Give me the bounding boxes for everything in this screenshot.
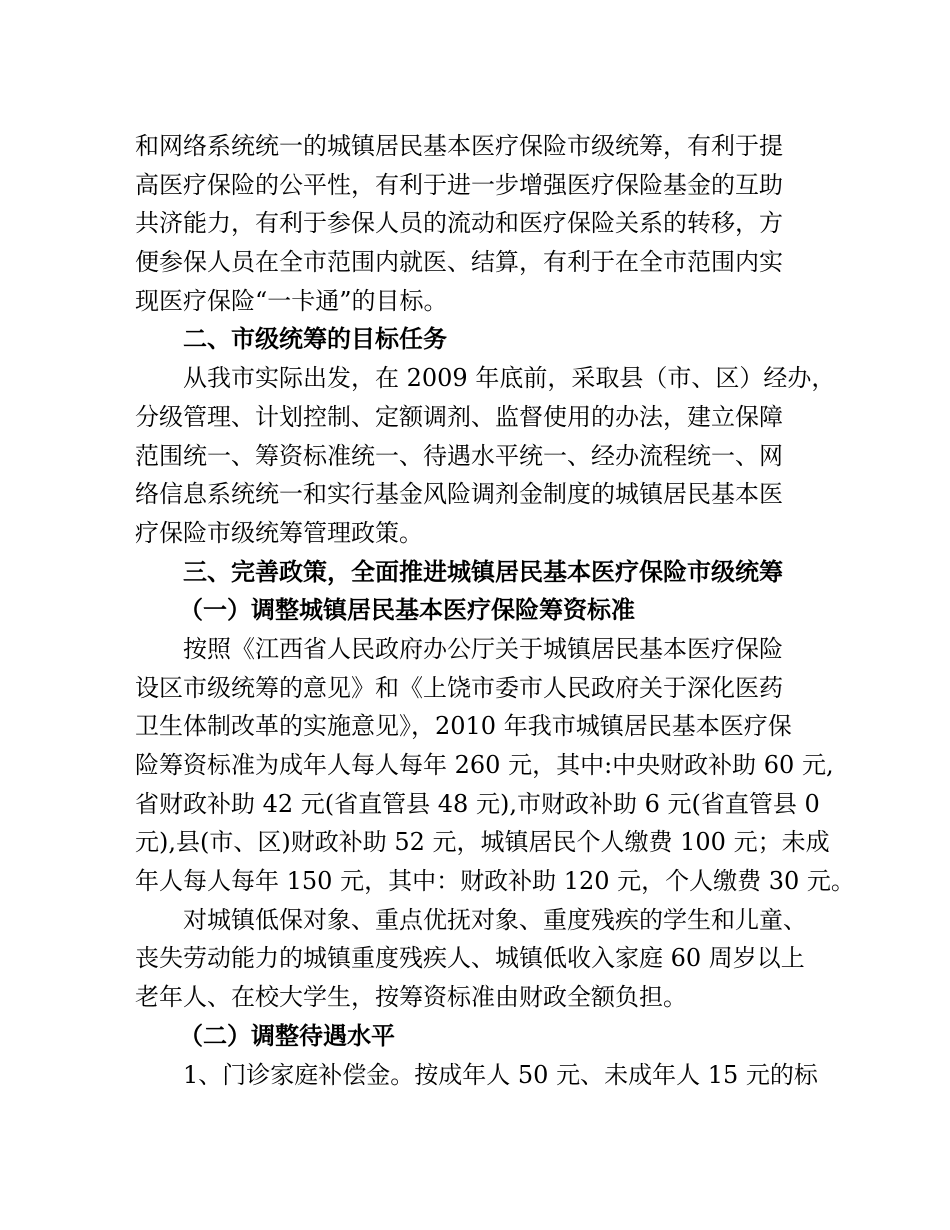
text-line: 设区市级统筹的意见》和《上饶市委市人民政府关于深化医药 (135, 673, 783, 702)
text-line: 卫生体制改革的实施意见》，2010 年我市城镇居民基本医疗保 (135, 712, 792, 741)
section-heading: 三、完善政策，全面推进城镇居民基本医疗保险市级统筹 (183, 557, 783, 586)
text-line: 便参保人员在全市范围内就医、结算，有利于在全市范围内实 (135, 248, 783, 277)
text-line: 范围统一、筹资标准统一、待遇水平统一、经办流程统一、网 (135, 441, 783, 470)
subsection-heading: （一）调整城镇居民基本医疗保险筹资标准 (179, 596, 635, 625)
text-line: 高医疗保险的公平性，有利于进一步增强医疗保险基金的互助 (135, 170, 783, 199)
text-line: 共济能力，有利于参保人员的流动和医疗保险关系的转移，方 (135, 209, 783, 238)
text-line: 省财政补助 42 元(省直管县 48 元),市财政补助 6 元(省直管县 0 (135, 789, 820, 818)
paragraph (135, 359, 836, 552)
subsection-heading: （二）调整待遇水平 (179, 1021, 395, 1050)
text-line: 疗保险市级统筹管理政策。 (135, 518, 423, 547)
text-line: 络信息系统统一和实行基金风险调剂金制度的城镇居民基本医 (135, 480, 783, 509)
text-line: 1、门诊家庭补偿金。按成年人 50 元、未成年人 15 元的标 (183, 1060, 818, 1089)
section-heading: 二、市级统筹的目标任务 (183, 325, 447, 354)
text-line: 从我市实际出发，在 2009 年底前，采取县（市、区）经办， (183, 364, 836, 393)
paragraph (135, 127, 825, 320)
paragraph (135, 1056, 825, 1095)
text-line: 现医疗保险“一卡通”的目标。 (135, 286, 448, 315)
text-line: 丧失劳动能力的城镇重度残疾人、城镇低收入家庭 60 周岁以上 (135, 944, 805, 973)
paragraph (135, 630, 855, 901)
text-line: 年人每人每年 150 元，其中：财政补助 120 元，个人缴费 30 元。 (135, 867, 855, 896)
document-body (135, 127, 855, 1094)
text-line: 对城镇低保对象、重点优抚对象、重度残疾的学生和儿童、 (183, 905, 807, 934)
paragraph (135, 901, 825, 1017)
text-line: 分级管理、计划控制、定额调剂、监督使用的办法，建立保障 (135, 402, 783, 431)
text-line: 和网络系统统一的城镇居民基本医疗保险市级统筹，有利于提 (135, 132, 783, 160)
text-line: 老年人、在校大学生，按筹资标准由财政全额负担。 (135, 983, 687, 1012)
text-line: 按照《江西省人民政府办公厅关于城镇居民基本医疗保险 (183, 634, 783, 663)
text-line: 元),县(市、区)财政补助 52 元，城镇居民个人缴费 100 元；未成 (135, 828, 830, 857)
text-line: 险筹资标准为成年人每人每年 260 元，其中:中央财政补助 60 元, (135, 751, 834, 779)
